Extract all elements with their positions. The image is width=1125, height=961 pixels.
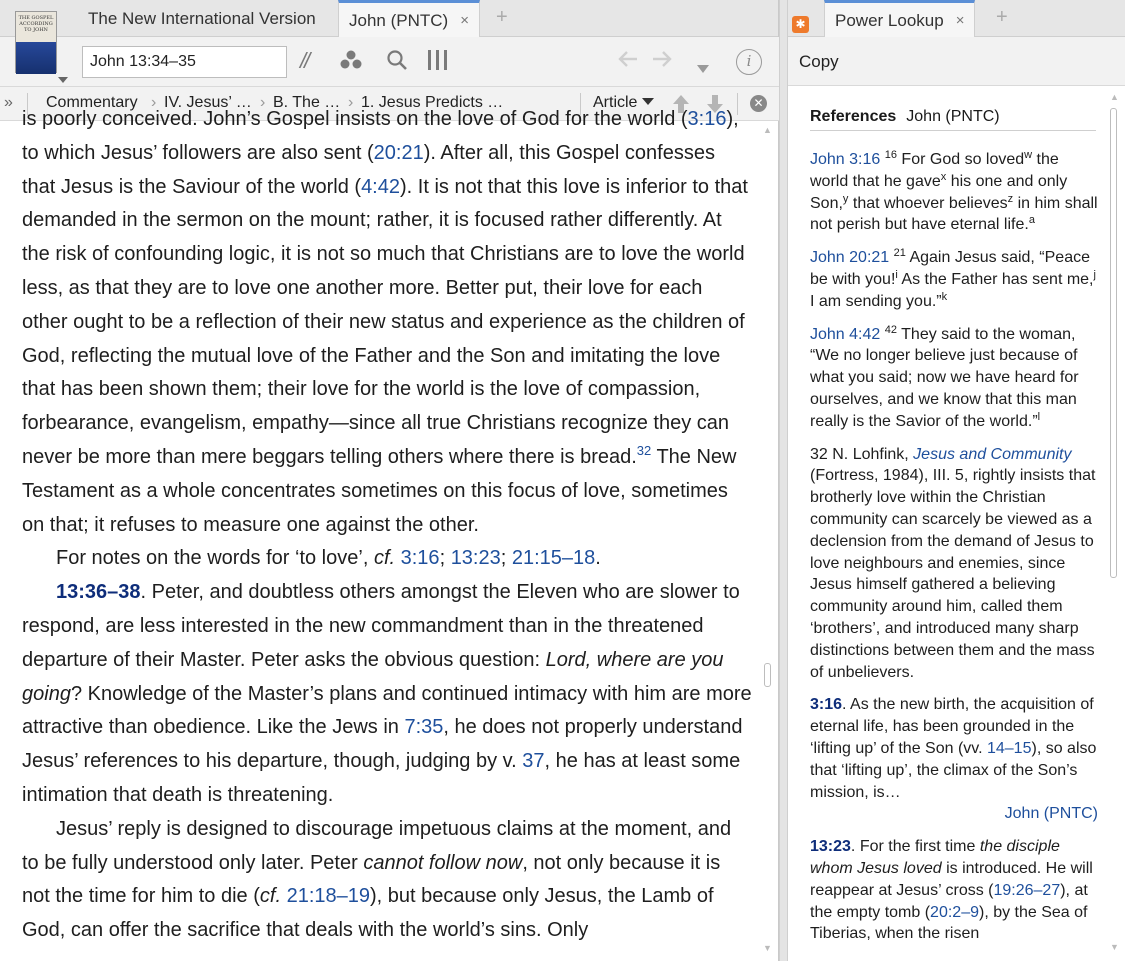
expand-panel-icon[interactable]: »: [4, 94, 13, 111]
bible-ref-link[interactable]: 20:2–9: [930, 903, 979, 921]
pane-splitter[interactable]: [779, 0, 788, 961]
bible-ref-link[interactable]: 14–15: [986, 739, 1032, 757]
bible-ref-link[interactable]: 20:21: [373, 141, 424, 164]
references-label: References: [810, 108, 897, 125]
verse-entry: John 3:16 $^{16}$ For God so loved$^w$ the world that he gave$^x$ his one and only Son,$^y$ that whoever believes$^z$ in him shall not perish but have eternal life.$^a$: [810, 149, 1098, 234]
parallel-resources-icon[interactable]: //: [300, 48, 309, 73]
lookup-scrollbar[interactable]: [1110, 108, 1117, 578]
cross-ref-marker[interactable]: i: [895, 268, 898, 281]
cover-title: THE GOSPEL ACCORDING TO JOHN: [16, 12, 56, 42]
cover-dropdown-icon[interactable]: [58, 77, 68, 83]
tab-power-lookup[interactable]: [824, 0, 975, 38]
visual-filters-icon[interactable]: [340, 49, 362, 76]
verse-entry: John 4:42 $^{42}$ They said to the woman, “We no longer believe just because of what you said; now we have heard for ourselves, and we know that this man really is the Savior of the world.”$^l$: [810, 323, 1079, 430]
footnote-marker[interactable]: 32: [636, 442, 652, 458]
bible-ref-link[interactable]: 19:26–27: [993, 881, 1061, 899]
cross-ref-marker[interactable]: k: [941, 290, 948, 303]
tab-john-pntc[interactable]: [338, 0, 480, 38]
cross-ref-marker[interactable]: a: [1028, 214, 1035, 227]
references-header: [810, 108, 1096, 131]
bible-ref-link[interactable]: 37: [522, 750, 545, 773]
close-panel-icon[interactable]: ✕: [750, 95, 767, 112]
scroll-down-icon[interactable]: ▼: [763, 943, 772, 953]
tab-john-pntc-label: John (PNTC): [349, 10, 449, 30]
cross-ref-marker[interactable]: j: [1093, 268, 1096, 281]
tab-niv-label: The New International Version: [88, 8, 316, 28]
scroll-down-icon[interactable]: ▼: [1110, 942, 1119, 952]
history-dropdown-icon[interactable]: [697, 57, 709, 78]
cross-ref-marker[interactable]: x: [940, 170, 947, 183]
bible-ref-link[interactable]: 21:15–18: [511, 547, 596, 570]
note-heading-link[interactable]: 3:16: [810, 696, 843, 714]
bible-ref-link[interactable]: 3:16: [400, 547, 440, 570]
cross-ref-marker[interactable]: y: [842, 192, 849, 205]
reference-input[interactable]: [82, 46, 287, 78]
bible-ref-link[interactable]: 21:18–19: [286, 885, 370, 908]
forward-arrow-icon[interactable]: [652, 51, 672, 72]
breadcrumb-section-1[interactable]: 1. Jesus Predicts …: [361, 94, 504, 111]
article-menu-label: Article: [593, 94, 638, 111]
verse-ref-link[interactable]: John 20:21: [810, 249, 890, 267]
right-tab-strip: [788, 0, 1125, 37]
power-lookup-content: [788, 86, 1125, 961]
resource-name[interactable]: John (PNTC): [906, 108, 1000, 125]
book-cover-image[interactable]: [15, 11, 57, 73]
search-icon[interactable]: [386, 49, 408, 76]
scroll-up-icon[interactable]: ▲: [763, 125, 772, 135]
paragraph: For notes on the words for ‘to love’, cf. 3:16; 13:23; 21:15–18.: [56, 547, 601, 570]
footnote-entry: 32 N. Lohfink, Jesus and Community (Fortress, 1984), III. 5, rightly insists that brotherly love within the Christian community can scarcely be viewed as a declension from the demand of Jesus to love neighbours and enemies, since Jesus himself gathered a believing community around him, called them ‘brothers’, and introduced many sharp distinctions between them and the mass of unbelievers.: [810, 445, 1096, 681]
back-arrow-icon[interactable]: [618, 51, 638, 72]
bible-ref-link[interactable]: 13:23: [450, 547, 501, 570]
book-title-link[interactable]: Jesus and Community: [913, 445, 1072, 463]
breadcrumb-commentary[interactable]: Commentary: [46, 94, 138, 111]
cross-ref-marker[interactable]: l: [1037, 410, 1041, 423]
info-icon[interactable]: i: [736, 49, 762, 75]
verse-ref-link[interactable]: John 4:42: [810, 325, 881, 343]
paragraph: Jesus’ reply is designed to discourage impetuous claims at the moment, and to be fully understood only later. Peter cannot follow now, not only because it is not the time for him to die (cf. 21:18–19), but because only Jesus, the Lamb of God, can offer the sacrifice that deals with the world’s sins. Only: [22, 817, 732, 942]
add-tab-icon[interactable]: +: [996, 6, 1008, 28]
columns-icon[interactable]: [426, 49, 450, 76]
article-content: [0, 108, 772, 961]
breadcrumb-separator: ›: [260, 94, 266, 111]
article-scrollbar[interactable]: [764, 663, 771, 687]
bible-ref-link[interactable]: 3:16: [687, 108, 727, 130]
tab-power-lookup-label: Power Lookup: [835, 10, 944, 30]
paragraph: is poorly conceived. John’s Gospel insists on the love of God for the world (3:16), to which Jesus’ followers are also sent (20:21). After all, this Gospel confesses that Jesus is the Saviour of the world (4:42). It is not that this love is inferior to that demanded in the sermon on the mount; rather, it is focused rather differently. At the risk of confounding logic, it is not so much that Christians are to love the world less, as that they are to love one another more. Better put, their love for each other ought to be a reflection of their new status and experience as the children of God, reflecting the mutual love of the Father and the Son and imitating the love that has been shown them; their love for the world is the love of compassion, forbearance, evangelism, empathy—since all true Christians recognize they can never be more than mere beggars telling others where there is bread.$^{32}$ The New Testament as a whole concentrates sometimes on this focus of love, sometimes on that; it refuses to measure one against the other.: [22, 108, 748, 536]
resource-citation-link[interactable]: John (PNTC): [1004, 805, 1098, 823]
power-lookup-pane: [788, 0, 1125, 961]
paragraph: 13:36–38. Peter, and doubtless others amongst the Eleven who are slower to respond, are less interested in the new commandment than in the threatened departure of their Master. Peter asks the obvious question: Lord, where are you going? Knowledge of the Master’s plans and continued intimacy with him are more attractive than obedience. Like the Jews in 7:35, he does not properly understand Jesus’ references to his departure, though, judging by v. 37, he has at least some intimation that death is threatening.: [22, 581, 752, 806]
close-icon[interactable]: ×: [955, 12, 965, 29]
panel-menu-icon[interactable]: ✱: [792, 16, 809, 33]
power-lookup-toolbar: [788, 37, 1125, 86]
section-heading-link[interactable]: 13:36–38: [56, 581, 141, 604]
verse-entry: John 20:21 $^{21}$ Again Jesus said, “Peace be with you!$^i$ As the Father has sent me,$^j$ I am sending you.”$^k$: [810, 247, 1096, 310]
scroll-up-icon[interactable]: ▲: [1110, 92, 1119, 102]
note-heading-link[interactable]: 13:23: [810, 838, 851, 856]
breadcrumb-separator: ›: [151, 94, 157, 111]
breadcrumb-separator: ›: [348, 94, 354, 111]
verse-ref-link[interactable]: John 3:16: [810, 151, 881, 168]
add-tab-icon[interactable]: +: [496, 6, 508, 28]
cross-ref-marker[interactable]: w: [1024, 149, 1033, 161]
copy-button[interactable]: Copy: [799, 52, 839, 71]
bible-ref-link[interactable]: 7:35: [404, 716, 444, 739]
left-tab-strip: [0, 0, 778, 37]
tab-niv[interactable]: [78, 0, 326, 37]
bible-ref-link[interactable]: 4:42: [361, 175, 400, 198]
commentary-note: 13:23. For the first time the disciple whom Jesus loved is introduced. He will reappear at Jesus’ cross (19:26–27), at the empty tomb (20:2–9), by the Sea of Tiberias, when the risen: [810, 838, 1093, 943]
close-icon[interactable]: ×: [460, 12, 469, 29]
breadcrumb-section-b[interactable]: B. The …: [273, 94, 341, 111]
breadcrumb-section-iv[interactable]: IV. Jesus’ …: [164, 94, 252, 111]
commentary-note: 3:16. As the new birth, the acquisition of eternal life, has been grounded in the ‘lifting up’ of the Son (vv. 14–15), so also that ‘lifting up’, the climax of the Son’s mission, is… John (PNTC): [810, 694, 1098, 825]
cross-ref-marker[interactable]: z: [1007, 192, 1014, 205]
